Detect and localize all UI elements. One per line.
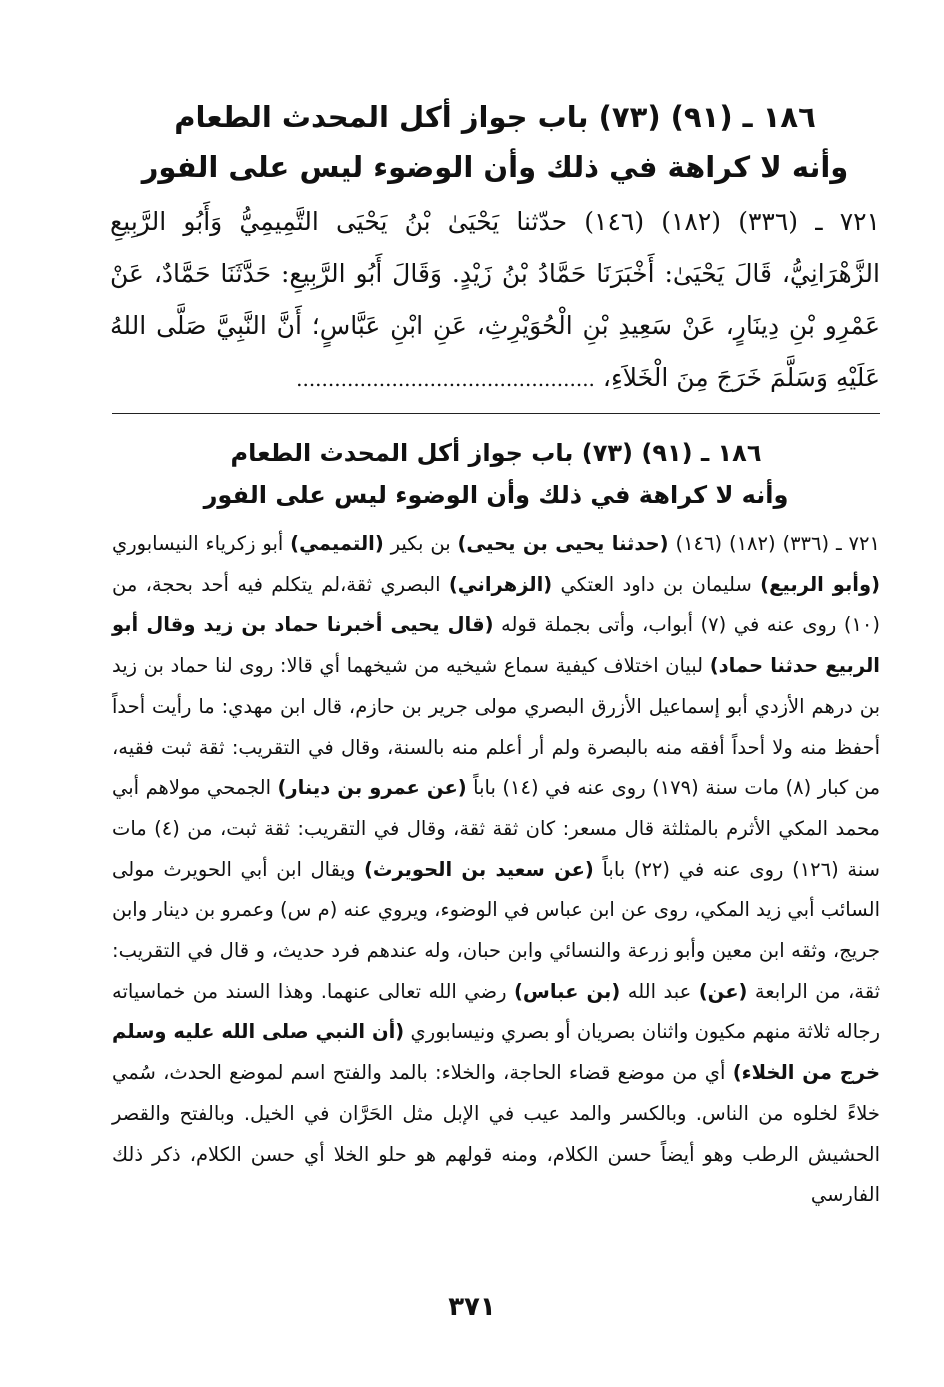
chapter-heading-line-1: ١٨٦ ـ (٩١) (٧٣) باب جواز أكل المحدث الطعام (174, 100, 816, 134)
commentary-run: الجمحي مولاهم أبي محمد المكي الأثرم بالمثلثة قال مسعر: كان ثقة ثقة، وقال في التقريب: ثقة ثبت، من (٤) مات سنة (١٢٦) روى عنه في (٢٢) باباً (112, 776, 881, 881)
commentary-bold-run: (الزهراني) (448, 572, 553, 596)
commentary-run: بن بكير (383, 532, 458, 555)
commentary-bold-run: (عن عمرو بن دينار) (277, 776, 467, 800)
commentary-section (112, 432, 880, 1216)
commentary-run: أبو زكرياء النيسابوري (112, 532, 291, 555)
commentary-text (112, 524, 880, 1216)
section-divider (112, 413, 880, 414)
commentary-run: ويقال ابن أبي الحويرث مولى السائب أبي زيد المكي، روى عن ابن عباس في الوضوء، ويروي عنه (م س) وعمرو بن دينار وابن جريج، وثقه ابن معين وأبو زرعة والنسائي وابن حبان، وله عندهم فرد حديث، و قال في التقريب: ثقة، من الرابعة (112, 857, 881, 1003)
hadith-text (110, 196, 880, 405)
ellipsis-dots: ............................................... (296, 367, 595, 391)
chapter-heading-line-2: وأنه لا كراهة في ذلك وأن الوضوء ليس على الفور (141, 150, 849, 184)
commentary-run: ٧٢١ ـ (٣٣٦) (١٨٢) (١٤٦) (668, 532, 880, 555)
commentary-bold-run: (أن النبي صلى الله عليه وسلم خرج من الخلاء) (112, 1020, 880, 1085)
commentary-run: سليمان بن داود العتكي (552, 572, 761, 596)
commentary-heading-line-2: وأنه لا كراهة في ذلك وأن الوضوء ليس على الفور (203, 481, 789, 509)
commentary-bold-run: (وأبو الربيع) (760, 572, 880, 596)
commentary-bold-run: (بن عباس) (514, 979, 621, 1003)
commentary-run: لبيان اختلاف كيفية سماع شيخيه من شيخهما أي قالا: روى لنا حماد بن زيد بن درهم الأزدي أبو إسماعيل الأزرق البصري مولى جرير بن حازم، قال ابن مهدي: ما رأيت أحداً أحفظ منه ولا أحداً أفقه منه بالبصرة ولم أر أعلم منه بالسنة، وقال في التقريب: ثقة ثبت فقيه، من كبار (٨) مات سنة (١٧٩) روى عنه في (١٤) باباً (112, 654, 881, 800)
commentary-run: أي من موضع قضاء الحاجة، والخلاء: بالمد والفتح اسم لموضع الحدث، سُمي خلاءً لخلوه من الناس. وبالكسر والمد عيب في الإبل مثل الحَرَّان في الخيل. وبالفتح والقصر الحشيش الرطب وهو أيضاً حسن الكلام، ومنه قولهم هو حلو الخلا أي حسن الكلام، ذكر ذلك الفارسي (112, 1061, 880, 1207)
commentary-bold-run: (التميمي) (290, 532, 384, 555)
commentary-heading-line-1: ١٨٦ ـ (٩١) (٧٣) باب جواز أكل المحدث الطعام (230, 439, 762, 467)
commentary-bold-run: (عن) (698, 979, 748, 1003)
commentary-run: عبد الله (620, 979, 699, 1003)
commentary-bold-run: (حدثنا يحيى بن يحيى) (457, 532, 669, 555)
hadith-body: ٧٢١ ـ (٣٣٦) (١٨٢) (١٤٦) حدّثنا يَحْيَىٰ بْنُ يَحْيَى التَّمِيمِيُّ وَأَبُو الرَّبِيعِ الزَّهْرَانِيُّ، قَالَ يَحْيَىٰ: أَخْبَرَنَا حَمَّادُ بْنُ زَيْدٍ. وَقَالَ أَبُو الرَّبِيعِ: حَدَّثَنَا حَمَّادٌ، عَنْ عَمْرِو بْنِ دِينَارٍ، عَنْ سَعِيدِ بْنِ الْحُوَيْرِثِ، عَنِ ابْنِ عَبَّاسٍ؛ أَنَّ النَّبِيَّ صَلَّى اللهُ عَلَيْهِ وَسَلَّمَ خَرَجَ مِنَ الْخَلاَءِ، (110, 207, 881, 392)
page-number: ٣٧١ (448, 1292, 496, 1322)
commentary-bold-run: (قال يحيى أخبرنا حماد بن زيد وقال أبو الربيع حدثنا حماد) (112, 613, 880, 678)
commentary-run: البصري ثقة،لم يتكلم فيه أحد بحجة، من (١٠) روى عنه في (٧) أبواب، وأتى بجملة قوله (112, 572, 881, 637)
commentary-bold-run: (عن سعيد بن الحويرث) (363, 857, 594, 881)
commentary-run: رضي الله تعالى عنهما. وهذا السند من خماسياته رجاله ثلاثة منهم مكيون واثنان بصريان أو بصري ونيسابوري (112, 979, 880, 1044)
hadith-text-section (110, 92, 880, 405)
